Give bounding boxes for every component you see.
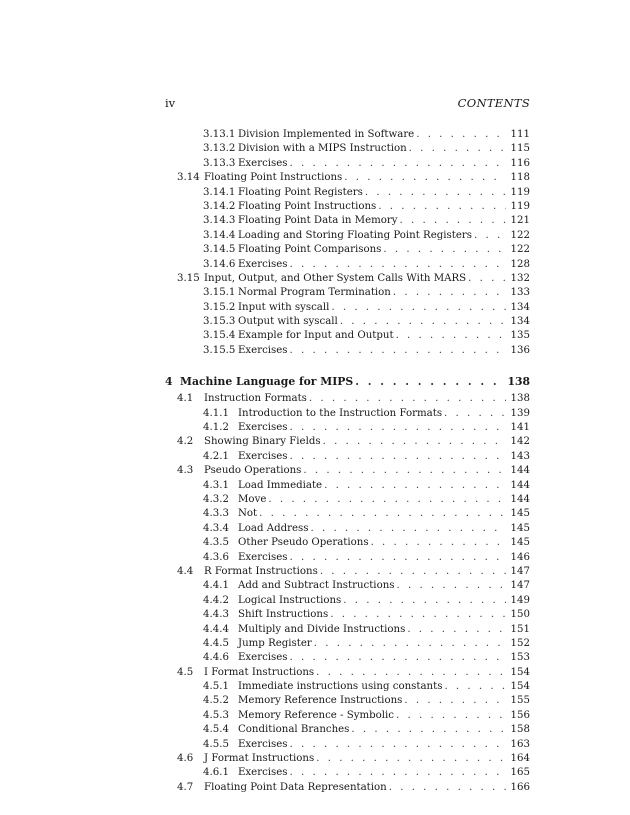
toc-entry-title: Exercises — [238, 551, 290, 565]
toc-entry-title: Exercises — [238, 157, 290, 171]
toc-leader-dots — [290, 551, 506, 565]
toc-leader-dots — [351, 723, 506, 737]
toc-entry[interactable] — [165, 723, 530, 737]
toc-entry[interactable] — [165, 200, 530, 214]
toc-entry[interactable] — [165, 142, 530, 156]
toc-entry-title: Input, Output, and Other System Calls With MARS — [204, 272, 468, 286]
toc-entry[interactable] — [165, 301, 530, 315]
toc-entry-number: 4.4 — [177, 565, 194, 577]
toc-entry-number: 3.14.4 — [203, 229, 236, 241]
toc-entry-page: 135 — [510, 330, 530, 342]
toc-entry-number: 3.15.4 — [203, 330, 236, 342]
toc-entry-number: 4.5.5 — [203, 738, 229, 750]
toc-entry-title: Other Pseudo Operations — [238, 536, 371, 550]
toc-entry[interactable] — [165, 329, 530, 343]
toc-leader-dots — [314, 637, 506, 651]
toc-leader-dots — [316, 666, 506, 680]
toc-leader-dots — [290, 450, 506, 464]
toc-entry-title: Exercises — [238, 766, 290, 780]
toc-entry[interactable] — [165, 623, 530, 637]
toc-entry-page: 147 — [510, 565, 530, 577]
toc-entry-title: Input with syscall — [238, 301, 331, 315]
toc-entry[interactable] — [165, 608, 530, 622]
toc-entry-title: Shift Instructions — [238, 608, 330, 622]
toc-leader-dots — [324, 479, 506, 493]
toc-entry-title: I Format Instructions — [204, 666, 316, 680]
toc-entry-page: 146 — [510, 551, 530, 563]
toc-entry-title: Memory Reference Instructions — [238, 694, 404, 708]
toc-entry[interactable] — [165, 435, 530, 449]
toc-entry-number: 4.1.2 — [203, 422, 229, 434]
toc-entry[interactable] — [165, 344, 530, 358]
toc-entry-page: 145 — [510, 508, 530, 520]
toc-entry-number: 3.15.3 — [203, 316, 236, 328]
toc-leader-dots — [397, 579, 507, 593]
toc-entry[interactable] — [165, 243, 530, 257]
toc-entry-title: Floating Point Comparisons — [238, 243, 383, 257]
toc-entry-number: 4.6 — [177, 753, 194, 765]
toc-entry-page: 134 — [510, 301, 530, 313]
toc-entry[interactable] — [165, 315, 530, 329]
toc-leader-dots — [290, 157, 506, 171]
toc-entry-page: 166 — [510, 781, 530, 793]
toc-entry-number: 4.7 — [177, 781, 194, 793]
toc-entry-number: 4.5.3 — [203, 709, 229, 721]
toc-entry[interactable] — [165, 594, 530, 608]
toc-entry[interactable] — [165, 551, 530, 565]
toc-leader-dots — [365, 186, 506, 200]
toc-entry-title: Move — [238, 493, 268, 507]
toc-entry[interactable] — [165, 272, 530, 286]
toc-entry-page: 138 — [507, 375, 530, 389]
toc-entry-page: 163 — [510, 738, 530, 750]
toc-entry-number: 4.3.4 — [203, 522, 229, 534]
toc-entry-title: Not — [238, 507, 259, 521]
toc-entry-title: Jump Register — [238, 637, 314, 651]
toc-entry-page: 154 — [510, 666, 530, 678]
toc-entry-title: Logical Instructions — [238, 594, 343, 608]
toc-entry-title: Exercises — [238, 738, 290, 752]
toc-leader-dots — [389, 781, 506, 795]
toc-entry-title: Exercises — [238, 651, 290, 665]
toc-leader-dots — [396, 329, 506, 343]
toc-entry-page: 145 — [510, 537, 530, 549]
toc-leader-dots — [383, 243, 506, 257]
toc-entry-title: Exercises — [238, 344, 290, 358]
toc-entry-title: Multiply and Divide Instructions — [238, 623, 407, 637]
toc-entry-number: 4.3.2 — [203, 493, 229, 505]
page-number: iv — [165, 96, 176, 110]
running-title: CONTENTS — [457, 96, 530, 110]
toc-entry[interactable] — [165, 479, 530, 493]
toc-entry-number: 4.1.1 — [203, 407, 229, 419]
toc-entry[interactable] — [165, 781, 530, 795]
toc-entry[interactable] — [165, 738, 530, 752]
toc-entry-number: 3.15.5 — [203, 344, 236, 356]
toc-entry[interactable] — [165, 536, 530, 550]
toc-entry-page: 116 — [510, 157, 530, 169]
toc-entry-title: Instruction Formats — [204, 392, 309, 406]
toc-entry-title: Immediate instructions using constants — [238, 680, 444, 694]
toc-entry-page: 153 — [510, 652, 530, 664]
toc-entry-number: 4 — [165, 375, 173, 389]
toc-leader-dots — [344, 171, 506, 185]
toc-entry-title: Output with syscall — [238, 315, 340, 329]
toc-entry[interactable] — [165, 407, 530, 421]
toc-entry-title: Floating Point Instructions — [238, 200, 378, 214]
toc-leader-dots — [290, 651, 506, 665]
toc-entry[interactable] — [165, 752, 530, 766]
toc-entry-page: 128 — [510, 258, 530, 270]
toc-entry-title: Loading and Storing Floating Point Registers — [238, 229, 474, 243]
toc-entry-title: Conditional Branches — [238, 723, 351, 737]
toc-entry-page: 151 — [510, 623, 530, 635]
toc-entry-number: 4.4.6 — [203, 652, 229, 664]
toc-entry-number: 3.15.2 — [203, 301, 236, 313]
table-of-contents — [165, 128, 530, 795]
toc-entry[interactable] — [165, 493, 530, 507]
toc-entry-title: Division Implemented in Software — [238, 128, 416, 142]
toc-entry-page: 150 — [510, 609, 530, 621]
toc-leader-dots — [290, 738, 506, 752]
toc-entry-number: 4.4.2 — [203, 594, 229, 606]
toc-entry-number: 3.14 — [177, 172, 200, 184]
toc-entry-number: 4.5.4 — [203, 724, 229, 736]
toc-leader-dots — [309, 392, 506, 406]
toc-leader-dots — [378, 200, 506, 214]
toc-entry-page: 154 — [510, 681, 530, 693]
toc-entry-page: 141 — [510, 422, 530, 434]
toc-entry-number: 3.13.3 — [203, 157, 236, 169]
toc-entry-title: Introduction to the Instruction Formats — [238, 407, 444, 421]
toc-leader-dots — [320, 565, 506, 579]
toc-entry-title: Floating Point Data in Memory — [238, 214, 400, 228]
toc-entry[interactable] — [165, 372, 530, 392]
toc-entry-title: Load Address — [238, 522, 311, 536]
toc-entry-title: Pseudo Operations — [204, 464, 303, 478]
toc-entry-number: 4.1 — [177, 393, 194, 405]
toc-entry-title: Add and Subtract Instructions — [238, 579, 397, 593]
toc-entry-number: 3.14.2 — [203, 200, 236, 212]
toc-entry-title: Exercises — [238, 421, 290, 435]
toc-leader-dots — [290, 258, 506, 272]
toc-entry[interactable] — [165, 666, 530, 680]
toc-entry-number: 4.4.3 — [203, 609, 229, 621]
toc-entry-page: 111 — [510, 129, 530, 140]
toc-entry[interactable] — [165, 286, 530, 300]
toc-entry-page: 132 — [510, 272, 530, 284]
toc-entry-page: 119 — [510, 200, 530, 212]
toc-leader-dots — [290, 344, 506, 358]
toc-entry[interactable] — [165, 258, 530, 272]
toc-entry-number: 4.5 — [177, 666, 194, 678]
toc-leader-dots — [404, 694, 506, 708]
toc-entry-page: 134 — [510, 316, 530, 328]
toc-entry-number: 4.5.2 — [203, 695, 229, 707]
toc-entry-title: Floating Point Data Representation — [204, 781, 389, 795]
toc-entry-page: 122 — [510, 244, 530, 256]
toc-entry-number: 4.2 — [177, 436, 194, 448]
toc-leader-dots — [371, 536, 506, 550]
toc-entry-number: 4.3 — [177, 465, 194, 477]
toc-entry-page: 118 — [510, 172, 530, 184]
toc-leader-dots — [393, 286, 506, 300]
toc-entry-number: 3.15.1 — [203, 287, 236, 299]
toc-entry-number: 3.14.5 — [203, 244, 236, 256]
toc-entry-page: 142 — [510, 436, 530, 448]
toc-leader-dots — [259, 507, 506, 521]
toc-leader-dots — [474, 229, 506, 243]
toc-entry-page: 122 — [510, 229, 530, 241]
toc-entry[interactable] — [165, 128, 530, 142]
toc-entry-page: 138 — [510, 393, 530, 405]
toc-leader-dots — [311, 522, 507, 536]
toc-entry-title: Showing Binary Fields — [204, 435, 323, 449]
toc-entry-title: Exercises — [238, 450, 290, 464]
toc-entry-number: 4.5.1 — [203, 681, 229, 693]
toc-entry[interactable] — [165, 171, 530, 185]
toc-entry-title: Memory Reference - Symbolic — [238, 709, 396, 723]
toc-entry[interactable] — [165, 507, 530, 521]
toc-entry[interactable] — [165, 709, 530, 723]
toc-entry[interactable] — [165, 214, 530, 228]
toc-entry[interactable] — [165, 651, 530, 665]
toc-entry[interactable] — [165, 766, 530, 780]
toc-entry-title: R Format Instructions — [204, 565, 320, 579]
toc-leader-dots — [303, 464, 506, 478]
toc-entry[interactable] — [165, 565, 530, 579]
toc-entry-title: Machine Language for MIPS — [180, 372, 355, 392]
toc-entry-page: 143 — [510, 450, 530, 462]
toc-entry-page: 155 — [510, 695, 530, 707]
toc-leader-dots — [290, 766, 506, 780]
toc-entry-page: 158 — [510, 724, 530, 736]
toc-leader-dots — [444, 680, 506, 694]
toc-entry-number: 4.3.3 — [203, 508, 229, 520]
toc-entry-title: Exercises — [238, 258, 290, 272]
toc-leader-dots — [409, 142, 506, 156]
toc-entry-page: 121 — [510, 215, 530, 227]
toc-entry[interactable] — [165, 579, 530, 593]
toc-leader-dots — [468, 272, 506, 286]
toc-leader-dots — [343, 594, 506, 608]
toc-entry-number: 4.3.5 — [203, 537, 229, 549]
toc-entry-page: 133 — [510, 287, 530, 299]
toc-entry-number: 3.13.1 — [203, 129, 236, 140]
toc-entry-title: Floating Point Registers — [238, 186, 365, 200]
toc-entry-title: Load Immediate — [238, 479, 324, 493]
toc-leader-dots — [416, 128, 506, 142]
toc-entry-number: 4.3.6 — [203, 551, 229, 563]
toc-entry-page: 115 — [510, 143, 530, 155]
toc-entry-page: 165 — [510, 767, 530, 779]
toc-entry-page: 147 — [510, 580, 530, 592]
toc-entry-title: J Format Instructions — [204, 752, 316, 766]
toc-entry-page: 136 — [510, 344, 530, 356]
toc-entry-page: 139 — [510, 407, 530, 419]
toc-entry[interactable] — [165, 229, 530, 243]
toc-entry[interactable] — [165, 186, 530, 200]
toc-entry-number: 4.3.1 — [203, 479, 229, 491]
toc-leader-dots — [316, 752, 506, 766]
toc-entry-title: Example for Input and Output — [238, 329, 396, 343]
toc-entry[interactable] — [165, 522, 530, 536]
toc-entry-page: 156 — [510, 709, 530, 721]
toc-leader-dots — [407, 623, 506, 637]
toc-entry-page: 144 — [510, 465, 530, 477]
toc-leader-dots — [355, 372, 500, 392]
toc-entry-number: 3.14.3 — [203, 215, 236, 227]
toc-entry-number: 4.2.1 — [203, 450, 229, 462]
toc-leader-dots — [444, 407, 506, 421]
toc-entry-number: 4.4.1 — [203, 580, 229, 592]
toc-leader-dots — [290, 421, 506, 435]
toc-entry-page: 164 — [510, 753, 530, 765]
toc-entry[interactable] — [165, 680, 530, 694]
toc-entry-page: 144 — [510, 479, 530, 491]
toc-entry[interactable] — [165, 464, 530, 478]
toc-entry-number: 3.15 — [177, 272, 200, 284]
toc-entry-number: 3.14.1 — [203, 186, 236, 198]
toc-leader-dots — [340, 315, 506, 329]
toc-entry-page: 152 — [510, 637, 530, 649]
toc-entry-title: Normal Program Termination — [238, 286, 393, 300]
toc-entry[interactable] — [165, 694, 530, 708]
toc-entry[interactable] — [165, 637, 530, 651]
toc-entry[interactable] — [165, 392, 530, 406]
toc-entry-title: Division with a MIPS Instruction — [238, 142, 409, 156]
toc-entry[interactable] — [165, 157, 530, 171]
toc-entry-number: 4.4.5 — [203, 637, 229, 649]
toc-leader-dots — [330, 608, 506, 622]
toc-entry-number: 3.13.2 — [203, 143, 236, 155]
toc-leader-dots — [331, 301, 506, 315]
toc-leader-dots — [268, 493, 506, 507]
toc-entry-number: 3.14.6 — [203, 258, 236, 270]
toc-entry-page: 149 — [510, 594, 530, 606]
toc-entry-number: 4.4.4 — [203, 623, 229, 635]
toc-entry-page: 119 — [510, 186, 530, 198]
toc-leader-dots — [400, 214, 506, 228]
toc-entry-title: Floating Point Instructions — [204, 171, 344, 185]
toc-entry[interactable] — [165, 421, 530, 435]
toc-entry-page: 145 — [510, 522, 530, 534]
toc-entry-number: 4.6.1 — [203, 767, 229, 779]
toc-leader-dots — [396, 709, 506, 723]
toc-entry[interactable] — [165, 450, 530, 464]
page-header — [165, 96, 530, 112]
toc-entry-page: 144 — [510, 493, 530, 505]
toc-leader-dots — [323, 435, 506, 449]
